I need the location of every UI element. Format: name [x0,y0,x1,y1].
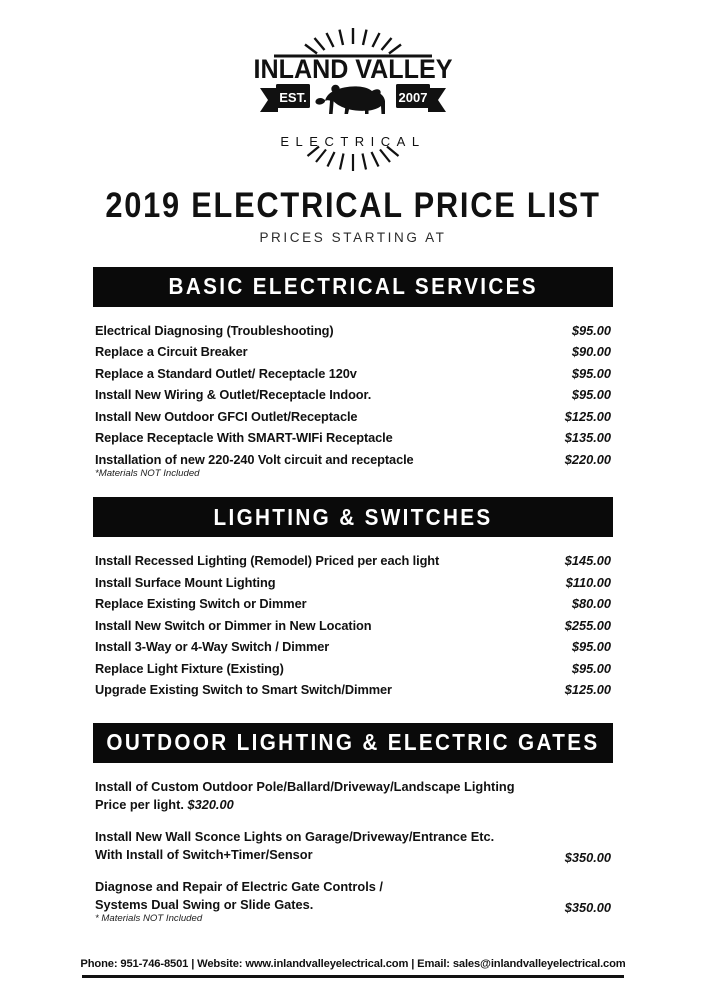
service-label: Install New Switch or Dimmer in New Location [95,617,372,633]
footer [0,958,706,978]
price-row [95,384,611,406]
service-price-inline: $320.00 [187,797,234,813]
section-heading: LIGHTING & SWITCHES [213,503,493,530]
section-header-bar [93,267,613,307]
logo-graphic [238,26,468,176]
service-price: $220.00 [564,451,611,467]
service-label: Replace a Circuit Breaker [95,344,248,360]
service-price: $135.00 [564,430,611,446]
price-block-row [95,828,611,865]
sunburst-bottom-icon [308,147,399,172]
price-row [95,615,611,637]
service-label: Install New Wiring & Outlet/Receptacle Indoor. [95,387,372,403]
service-label-line-2: With Install of Switch+Timer/Sensor [95,847,313,863]
section-outdoor-lighting-and-electric-gates [93,723,613,925]
section-lighting-and-switches [93,497,613,701]
service-label: Electrical Diagnosing (Troubleshooting) [95,322,334,338]
section-rows [93,776,613,925]
service-label: Upgrade Existing Switch to Smart Switch/Dimmer [95,682,392,698]
service-price: $350.00 [564,849,611,865]
service-label-line-2-text: Price per light. [95,797,184,813]
service-price: $125.00 [564,408,611,424]
page-subtitle: PRICES STARTING AT [259,229,447,245]
price-row [95,363,611,385]
section-heading: OUTDOOR LIGHTING & ELECTRIC GATES [106,729,600,756]
section-basic-electrical-services [93,267,613,481]
service-label: Installation of new 220-240 Volt circuit and receptacle [95,451,414,467]
logo-brand-top: INLAND VALLEY [253,53,453,85]
service-label: Install 3-Way or 4-Way Switch / Dimmer [95,639,330,655]
price-row [95,550,611,572]
logo-est-label: EST. [279,90,307,105]
section-header-bar [93,723,613,763]
service-label: Install Recessed Lighting (Remodel) Priced per each light [95,553,440,569]
price-row [95,406,611,428]
service-label: Replace Receptacle With SMART-WIFi Receptacle [95,430,393,446]
title-block [0,188,706,245]
price-row [95,636,611,658]
service-price: $90.00 [571,344,611,360]
logo-brand-bottom: ELECTRICAL [280,134,426,149]
price-row [95,572,611,594]
page-title: 2019 ELECTRICAL PRICE LIST [105,186,601,225]
service-price: $125.00 [564,682,611,698]
service-label: Install Surface Mount Lighting [95,574,276,590]
price-block-row [95,778,611,815]
sunburst-top-icon [305,28,401,54]
service-label-line-1: Install of Custom Outdoor Pole/Ballard/Driveway/Landscape Lighting [95,778,515,794]
service-price: $255.00 [564,617,611,633]
section-header-bar [93,497,613,537]
service-price: $95.00 [571,387,611,403]
service-label-line-2: Systems Dual Swing or Slide Gates. [95,897,314,913]
section-rows [93,550,613,701]
price-sections [93,267,613,925]
service-price: $80.00 [571,596,611,612]
service-price: $95.00 [571,660,611,676]
price-row [95,658,611,680]
price-row [95,593,611,615]
price-row [95,679,611,701]
section-heading: BASIC ELECTRICAL SERVICES [168,273,538,300]
section-rows [93,320,613,481]
price-block-row [95,878,611,915]
service-label: Install New Outdoor GFCI Outlet/Receptacle [95,408,358,424]
bear-silhouette-icon [315,85,385,114]
service-description [95,878,383,915]
price-row [95,341,611,363]
service-label: Replace a Standard Outlet/ Receptacle 120v [95,365,357,381]
service-price: $95.00 [571,365,611,381]
price-row [95,449,611,471]
service-label-line-2 [95,796,515,815]
company-logo [0,0,706,176]
section-note: * Materials NOT Included [95,912,203,924]
service-price: $95.00 [571,639,611,655]
footer-divider [82,975,624,978]
service-label: Replace Existing Switch or Dimmer [95,596,307,612]
price-row [95,427,611,449]
service-label-line-1: Diagnose and Repair of Electric Gate Controls / [95,878,383,894]
service-price: $95.00 [571,322,611,338]
service-label-line-1: Install New Wall Sconce Lights on Garage/Driveway/Entrance Etc. [95,828,495,844]
logo-year-label: 2007 [398,90,428,105]
service-label: Replace Light Fixture (Existing) [95,660,284,676]
service-description [95,778,515,815]
section-note: *Materials NOT Included [95,468,200,480]
service-price: $350.00 [564,899,611,915]
footer-contact-line: Phone: 951-746-8501 | Website: www.inlandvalleyelectrical.com | Email: sales@inlandvalleyelectrical.com [80,958,626,970]
service-price: $145.00 [564,553,611,569]
service-description [95,828,494,865]
price-row [95,320,611,342]
service-price: $110.00 [565,574,611,590]
